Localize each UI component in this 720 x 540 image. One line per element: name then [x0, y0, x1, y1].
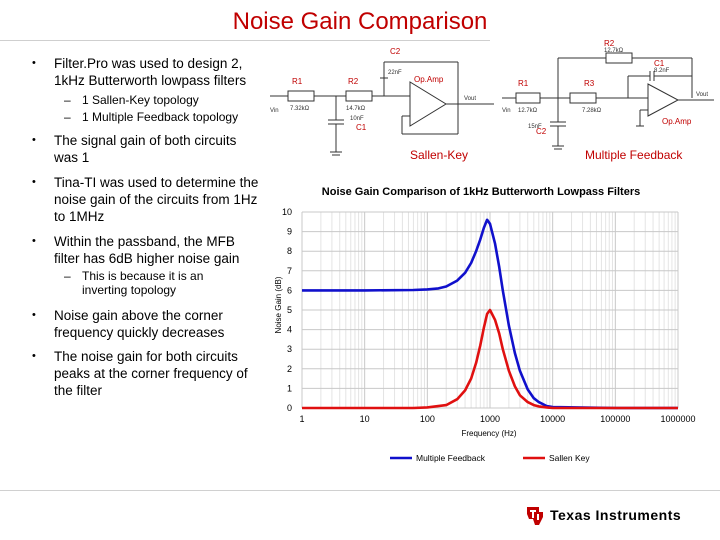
- r2-value: 14.7kΩ: [346, 106, 366, 112]
- y-tick-label: 5: [286, 305, 292, 315]
- ti-state-icon: [524, 505, 546, 527]
- r2-label: R2: [604, 39, 615, 48]
- r2-value: 12.7kΩ: [604, 48, 624, 54]
- ti-wordmark: Texas Instruments: [550, 507, 682, 523]
- chart-legend: [390, 453, 590, 463]
- sallen-key-caption: Sallen-Key: [410, 148, 469, 162]
- sub-bullet-marker: –: [64, 110, 71, 124]
- bullet-text: The signal gain of both circuits was 1: [54, 133, 237, 165]
- sub-bullet-text: This is because it is an inverting topology: [82, 269, 204, 297]
- r1-label: R1: [518, 79, 529, 88]
- bullet-text: Noise gain above the corner frequency quickly decreases: [54, 308, 225, 340]
- x-tick-label: 100: [419, 414, 435, 424]
- bullet-text: The noise gain for both circuits peaks at the corner frequency of the filter: [54, 349, 248, 398]
- c1-label: C1: [356, 123, 367, 132]
- opamp-label: Op.Amp: [662, 117, 692, 126]
- y-tick-label: 6: [286, 285, 292, 296]
- x-tick-label: 100000: [600, 414, 631, 424]
- r3-value: 7.28kΩ: [582, 108, 602, 114]
- c1-label: C1: [654, 59, 665, 68]
- x-axis-label: Frequency (Hz): [461, 429, 517, 438]
- mfb-schematic: [498, 36, 718, 160]
- sub-bullet-text: 1 Multiple Feedback topology: [82, 110, 239, 124]
- y-tick-label: 0: [286, 403, 292, 413]
- c2-value: 15nF: [528, 124, 542, 130]
- noise-gain-chart: [270, 180, 710, 470]
- bullet-text: Filter.Pro was used to design 2, 1kHz Butterworth lowpass filters: [54, 56, 247, 88]
- vout-label: Vout: [464, 96, 477, 102]
- x-tick-label: 1000: [479, 414, 501, 424]
- legend-label: Multiple Feedback: [416, 453, 485, 463]
- r3-label: R3: [584, 79, 595, 88]
- x-tick-label: 1: [299, 414, 305, 424]
- r2-label: R2: [348, 77, 359, 86]
- slide-title: Noise Gain Comparison: [232, 8, 488, 35]
- x-tick-label: 1000000: [660, 414, 696, 424]
- sub-bullet-text: 1 Sallen-Key topology: [82, 93, 199, 107]
- y-tick-label: 1: [286, 383, 292, 394]
- sub-bullet-marker: –: [64, 269, 71, 283]
- vin-label: Vin: [502, 108, 511, 114]
- bullet-marker: •: [32, 350, 36, 362]
- sub-bullet-marker: –: [64, 93, 71, 107]
- y-tick-label: 7: [286, 265, 292, 276]
- opamp-label: Op.Amp: [414, 75, 444, 84]
- y-tick-label: 3: [286, 344, 292, 355]
- y-axis-label: Noise Gain (dB): [274, 276, 283, 334]
- vout-label: Vout: [696, 92, 709, 98]
- c1-value: 8.2nF: [654, 68, 670, 74]
- y-tick-label: 10: [281, 207, 292, 217]
- c2-label: C2: [536, 127, 547, 136]
- x-tick-label: 10: [359, 414, 370, 424]
- chart-ticks: [282, 207, 696, 424]
- c2-value: 22nF: [388, 70, 402, 76]
- chart-title: Noise Gain Comparison of 1kHz Butterworth Lowpass Filters: [321, 186, 641, 198]
- sallen-key-schematic: [262, 44, 502, 160]
- r1-value: 12.7kΩ: [518, 108, 538, 114]
- footer-divider: [0, 490, 720, 491]
- bullet-marker: •: [32, 134, 36, 146]
- mfb-caption: Multiple Feedback: [585, 148, 683, 162]
- x-tick-label: 10000: [540, 414, 566, 424]
- r1-value: 7.32kΩ: [290, 106, 310, 112]
- y-tick-label: 8: [286, 246, 292, 257]
- title-divider: [0, 40, 490, 41]
- bullet-marker: •: [32, 309, 36, 321]
- y-tick-label: 9: [286, 226, 292, 237]
- vin-label: Vin: [270, 108, 279, 114]
- c2-label: C2: [390, 47, 401, 56]
- y-tick-label: 4: [286, 324, 292, 335]
- bullet-marker: •: [32, 176, 36, 188]
- y-tick-label: 2: [286, 363, 292, 374]
- bullet-text: Tina-TI was used to determine the noise gain of the circuits from 1Hz to 1MHz: [54, 175, 259, 224]
- bullet-text: Within the passband, the MFB filter has 6dB higher noise gain: [54, 234, 240, 266]
- bullet-marker: •: [32, 57, 36, 69]
- bullet-marker: •: [32, 235, 36, 247]
- r1-label: R1: [292, 77, 303, 86]
- legend-label: Sallen Key: [549, 453, 590, 463]
- c1-value: 10nF: [350, 116, 364, 122]
